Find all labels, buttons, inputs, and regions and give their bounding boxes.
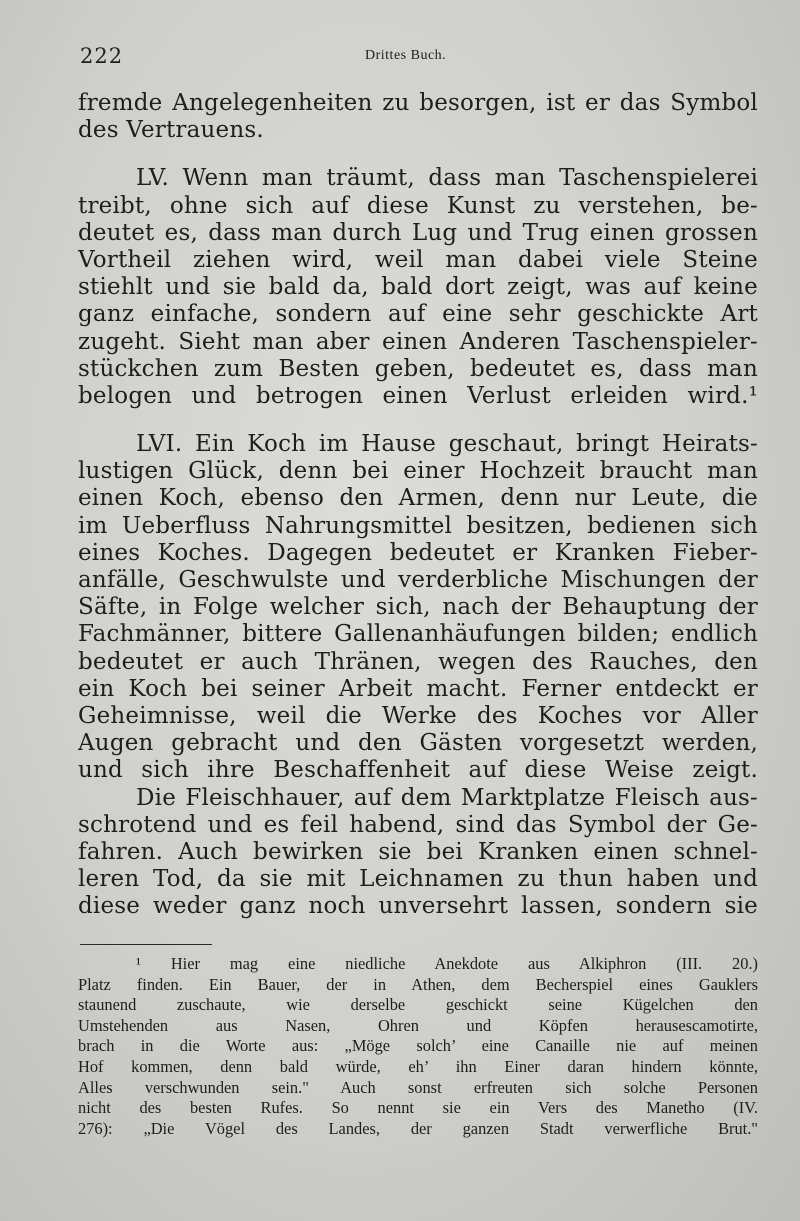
text-line: treibt, ohne sich auf diese Kunst zu verstehen, be- bbox=[78, 192, 758, 219]
text-line: diese weder ganz noch unversehrt lassen, sondern sie bbox=[78, 893, 758, 920]
text-line: Vortheil ziehen wird, weil man dabei viele Steine bbox=[78, 246, 758, 273]
footnotes bbox=[78, 954, 758, 1139]
text-line: Die Fleischhauer, auf dem Marktplatze Fleisch aus- bbox=[136, 784, 758, 811]
body-text bbox=[78, 90, 758, 920]
text-line: eines Koches. Dagegen bedeutet er Kranken Fieber- bbox=[78, 539, 758, 566]
footnote-rule bbox=[80, 944, 212, 945]
footnote-line: Platz finden. Ein Bauer, der in Athen, dem Becherspiel eines Gauklers bbox=[78, 974, 758, 994]
text-line: und sich ihre Beschaffenheit auf diese Weise zeigt. bbox=[78, 757, 758, 784]
text-line: fahren. Auch bewirken sie bei Kranken einen schnel- bbox=[78, 838, 758, 865]
page-header bbox=[80, 44, 760, 74]
footnote-line: ¹ Hier mag eine niedliche Anekdote aus Alkiphron (III. 20.) bbox=[136, 954, 758, 973]
text-line: ein Koch bei seiner Arbeit macht. Ferner entdeckt er bbox=[78, 675, 758, 702]
text-line: Säfte, in Folge welcher sich, nach der Behauptung der bbox=[78, 594, 758, 621]
text-line: ganz einfache, sondern auf eine sehr geschickte Art bbox=[78, 301, 758, 328]
text-line: schrotend und es feil habend, sind das Symbol der Ge- bbox=[78, 811, 758, 838]
text-line: des Vertrauens. bbox=[78, 117, 264, 144]
footnote-line: Hof kommen, denn bald würde, eh’ ihn Einer daran hindern könnte, bbox=[78, 1056, 758, 1076]
page-number: 222 bbox=[80, 44, 124, 68]
text-line: LV. Wenn man träumt, dass man Taschenspielerei bbox=[136, 165, 758, 192]
text-line: LVI. Ein Koch im Hause geschaut, bringt Heirats- bbox=[136, 431, 758, 458]
footnote-line: Alles verschwunden sein." Auch sonst erfreuten sich solche Personen bbox=[78, 1077, 758, 1097]
text-line: anfälle, Geschwulste und verderbliche Mischungen der bbox=[78, 567, 758, 593]
text-line: leren Tod, da sie mit Leichnamen zu thun haben und bbox=[78, 866, 758, 893]
footnote-line: staunend zuschaute, wie derselbe geschickt seine Kügelchen den bbox=[78, 995, 758, 1015]
text-line: Geheimnisse, weil die Werke des Koches vor Aller bbox=[78, 702, 758, 729]
text-line: im Ueberfluss Nahrungsmittel besitzen, bedienen sich bbox=[78, 512, 758, 539]
text-line: zugeht. Sieht man aber einen Anderen Taschenspieler- bbox=[78, 328, 758, 355]
text-line: fremde Angelegenheiten zu besorgen, ist er das Symbol bbox=[78, 90, 758, 116]
text-line: Fachmänner, bittere Gallenanhäufungen bilden; endlich bbox=[78, 621, 758, 648]
footnote-line: nicht des besten Rufes. So nennt sie ein Vers des Manetho (IV. bbox=[78, 1098, 758, 1118]
footnote-line: brach in die Worte aus: „Möge solch’ eine Canaille nie auf meinen bbox=[78, 1036, 758, 1056]
text-line: bedeutet er auch Thränen, wegen des Rauches, den bbox=[78, 648, 758, 675]
text-line: Augen gebracht und den Gästen vorgesetzt werden, bbox=[78, 730, 758, 757]
footnote-line: Umstehenden aus Nasen, Ohren und Köpfen herausescamotirte, bbox=[78, 1015, 758, 1035]
text-line: deutet es, dass man durch Lug und Trug einen grossen bbox=[78, 219, 758, 246]
text-line: stückchen zum Besten geben, bedeutet es, dass man bbox=[78, 355, 758, 382]
text-line: belogen und betrogen einen Verlust erleiden wird.¹ bbox=[78, 382, 758, 409]
running-head: Drittes Buch. bbox=[365, 48, 447, 63]
text-line: lustigen Glück, denn bei einer Hochzeit braucht man bbox=[78, 458, 758, 485]
text-line: stiehlt und sie bald da, bald dort zeigt, was auf keine bbox=[78, 274, 758, 301]
text-line: einen Koch, ebenso den Armen, denn nur Leute, die bbox=[78, 485, 758, 512]
footnote-line: 276): „Die Vögel des Landes, der ganzen Stadt verwerfliche Brut." bbox=[78, 1118, 758, 1138]
